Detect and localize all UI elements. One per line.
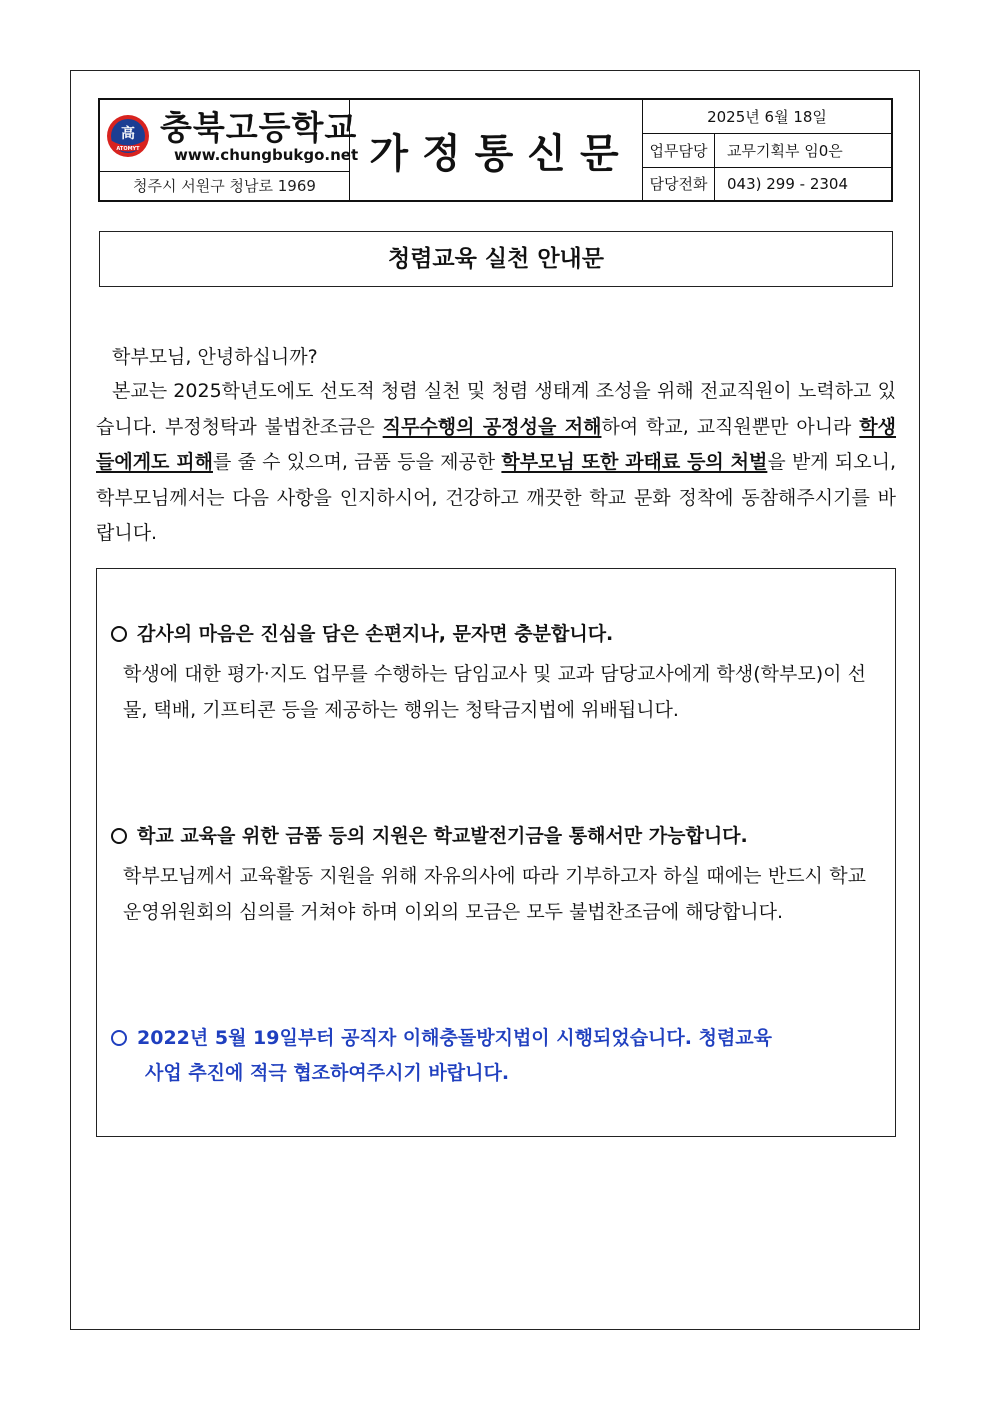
phone-value: 043) 299 - 2304 bbox=[727, 175, 849, 193]
intro-text-4: 을 받게 되오니, 학부모님께서는 다음 사항을 인지하시어, 건강하고 깨끗한 학교 문화 정착에 동참해주시기를 바랍니다. bbox=[96, 451, 897, 544]
item-1-heading-text: 감사의 마음은 진심을 담은 손편지나, 문자면 충분합니다. bbox=[137, 623, 614, 645]
highlight-line-1-text: 2022년 5월 19일부터 공직자 이해충돌방지법이 시행되었습니다. 청렴교육 bbox=[137, 1027, 773, 1049]
school-emblem-icon bbox=[106, 114, 150, 158]
circle-bullet-icon bbox=[111, 1030, 127, 1046]
letter-title: 가정통신문 bbox=[350, 100, 643, 200]
phone-label: 담당전화 bbox=[643, 168, 715, 200]
letter-header bbox=[98, 98, 893, 202]
highlight-line-1 bbox=[111, 1021, 881, 1056]
emblem-char: 高 bbox=[121, 126, 135, 142]
intro-text-1: 본교는 2025학년도에도 선도적 청렴 실천 및 청렴 생태계 조성을 위해 전교직원이 노력하고 있습니다. 부정청탁과 불법찬조금은 bbox=[96, 380, 896, 438]
intro-underline-2: 학생들에게도 피해 bbox=[96, 415, 897, 473]
item-2-heading bbox=[111, 821, 748, 848]
item-2-heading-text: 학교 교육을 위한 금품 등의 지원은 학교발전기금을 통해서만 가능합니다. bbox=[137, 825, 748, 847]
issue-date: 2025년 6월 18일 bbox=[643, 100, 891, 134]
intro-paragraph bbox=[96, 374, 896, 552]
intro-underline-1: 직무수행의 공정성을 저해 bbox=[382, 415, 602, 438]
item-2-body: 학부모님께서 교육활동 지원을 위해 자유의사에 따라 기부하고자 하실 때에는 반드시 학교운영위원회의 심의를 거쳐야 하며 이외의 모금은 모두 불법찬조금에 해당합니다. bbox=[123, 865, 866, 923]
school-url[interactable]: www.chungbukgo.net bbox=[174, 146, 359, 164]
item-1-body: 학생에 대한 평가·지도 업무를 수행하는 담임교사 및 교과 담당교사에게 학생(학부모)이 선물, 택배, 기프티콘 등을 제공하는 행위는 청탁금지법에 위배됩니다. bbox=[123, 663, 866, 721]
school-name: 충북고등학교 bbox=[160, 108, 358, 147]
intro-underline-3: 학부모님 또한 과태료 등의 처벌 bbox=[501, 451, 768, 473]
notice-box bbox=[96, 568, 896, 1137]
highlight-notice bbox=[111, 1021, 881, 1091]
school-address: 청주시 서원구 청남로 1969 bbox=[100, 172, 350, 200]
item-1-heading bbox=[111, 619, 613, 646]
dept-value: 교무기획부 임0은 bbox=[715, 134, 891, 168]
intro-text-3: 를 줄 수 있으며, 금품 등을 제공한 bbox=[212, 451, 502, 473]
document-title: 청렴교육 실천 안내문 bbox=[99, 231, 893, 287]
emblem-caption: ATOMYT bbox=[116, 146, 140, 152]
circle-bullet-icon bbox=[111, 828, 127, 844]
dept-label: 업무담당 bbox=[643, 134, 715, 168]
circle-bullet-icon bbox=[111, 626, 127, 642]
highlight-line-2: 사업 추진에 적극 협조하여주시기 바랍니다. bbox=[145, 1062, 510, 1084]
school-logo-area bbox=[100, 100, 359, 172]
intro-text-2: 하여 학교, 교직원뿐만 아니라 bbox=[601, 415, 860, 438]
greeting: 학부모님, 안녕하십니까? bbox=[112, 346, 318, 368]
